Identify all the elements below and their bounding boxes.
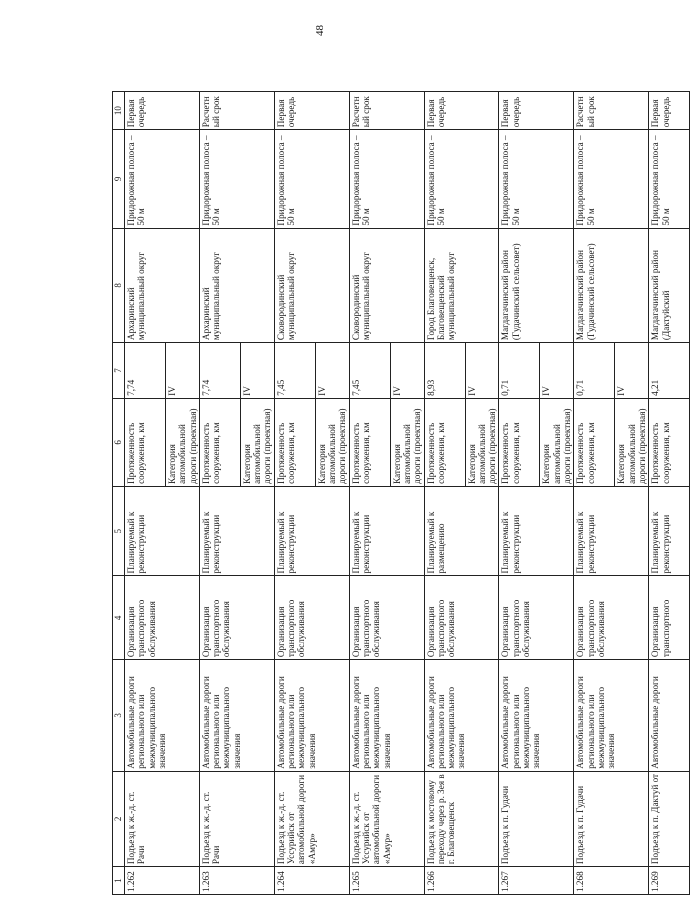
object-purpose-cell: [424, 576, 499, 660]
object-status-cell: [649, 486, 690, 576]
implementation-term-cell: [199, 92, 274, 130]
object-purpose-text: Организация транспортного обслуживания: [425, 599, 457, 658]
characteristics-cell: [649, 398, 690, 486]
location-text: Сковородинский муниципальный округ: [275, 251, 297, 341]
characteristic-length-label: Протяженность сооружения, км: [575, 422, 596, 484]
column-number: 9: [113, 130, 125, 228]
object-type-cell: [125, 660, 200, 772]
object-name-text: Подъезд к п. Гудачи: [500, 785, 511, 865]
table-row: [125, 92, 200, 895]
protection-zone-cell: [274, 130, 349, 228]
category-value: IV: [165, 343, 178, 398]
location-text: Магдагачинский район (Гудачинский сельсовет): [575, 243, 596, 341]
object-type-cell: [574, 660, 649, 772]
location-cell: [424, 228, 499, 343]
object-name-cell: [199, 771, 274, 866]
protection-zone-text: Придорожная полоса – 50 м: [425, 135, 446, 226]
characteristics-stack: [574, 399, 648, 486]
implementation-term-cell: [424, 92, 499, 130]
object-name-text: Подъезд к ж.-д. ст. Уссурийск от автомобильной дороги «Амур»: [350, 774, 392, 865]
characteristic-length-label: Протяженность сооружения, км: [350, 422, 371, 484]
location-cell: [649, 228, 690, 343]
object-purpose-text: Организация транспортного обслуживания: [126, 599, 157, 658]
characteristic-length-label: Протяженность сооружения, км: [650, 422, 671, 484]
object-status-text: Планируемый к реконструкции: [126, 511, 147, 574]
values-stack: [350, 343, 422, 398]
values-stack: [425, 343, 497, 398]
implementation-term-cell: [125, 92, 200, 130]
characteristic-category-label: Категория автомобильной дороги (проектная): [465, 399, 499, 486]
characteristics-stack: [499, 399, 573, 486]
row-number-text: 1.264: [275, 871, 286, 892]
road-objects-table: [112, 91, 690, 895]
table-row: [199, 92, 274, 895]
object-purpose-text: Организация транспортного обслуживания: [200, 599, 232, 658]
implementation-term-text: Первая очередь: [500, 96, 521, 128]
location-cell: [125, 228, 200, 343]
location-cell: [349, 228, 424, 343]
characteristic-length-label: Протяженность сооружения, км: [126, 422, 147, 484]
row-number-text: 1.262: [126, 871, 136, 892]
implementation-term-cell: [274, 92, 349, 130]
table-row: [349, 92, 424, 895]
row-number-cell: [499, 867, 574, 895]
length-value: 7,45: [350, 379, 361, 396]
characteristic-length-label: Протяженность сооружения, км: [200, 422, 222, 484]
length-value: 7,45: [275, 379, 286, 396]
table-row: [574, 92, 649, 895]
length-value: 7,74: [200, 379, 211, 396]
object-type-cell: [199, 660, 274, 772]
row-number-cell: [574, 867, 649, 895]
object-purpose-cell: [199, 576, 274, 660]
row-number-cell: [649, 867, 690, 895]
protection-zone-text: Придорожная полоса – 50 м: [126, 135, 147, 226]
protection-zone-text: Придорожная полоса – 50 м: [500, 135, 521, 226]
implementation-term-text: Расчетный срок: [200, 96, 222, 128]
protection-zone-cell: [349, 130, 424, 228]
implementation-term-cell: [649, 92, 690, 130]
column-number: 6: [113, 398, 125, 486]
values-stack: [200, 343, 272, 398]
implementation-term-cell: [349, 92, 424, 130]
object-name-text: Подъезд к п. Дактуй от: [650, 773, 661, 865]
protection-zone-text: Придорожная полоса – 50 м: [200, 135, 222, 226]
object-purpose-cell: [574, 576, 649, 660]
row-number-text: 1.267: [500, 871, 511, 892]
object-name-cell: [424, 771, 499, 866]
characteristic-values-cell: [574, 343, 649, 399]
values-stack: [499, 343, 571, 398]
object-status-text: Планируемый к реконструкции: [350, 511, 371, 574]
protection-zone-text: Придорожная полоса – 50 м: [275, 135, 297, 226]
characteristics-cell: [199, 398, 274, 486]
protection-zone-text: Придорожная полоса – 50 м: [575, 135, 596, 226]
length-value: 4,21: [650, 379, 661, 396]
characteristics-cell: [349, 398, 424, 486]
characteristic-values-cell: [125, 343, 200, 399]
row-number-cell: [125, 867, 200, 895]
column-number: 4: [113, 576, 125, 660]
location-text: Архаринский муниципальный округ: [126, 251, 147, 341]
row-number-text: 1.265: [350, 871, 361, 892]
characteristic-category-label: Категория автомобильной дороги (проектная): [315, 399, 349, 486]
characteristics-cell: [125, 398, 200, 486]
object-type-text: Автомобильные дороги регионального или межмуниципального значения: [126, 676, 167, 769]
object-status-cell: [574, 486, 649, 576]
characteristic-values-cell: [499, 343, 574, 399]
characteristic-category-label: Категория автомобильной дороги (проектная): [240, 399, 274, 486]
row-number-cell: [424, 867, 499, 895]
characteristic-category-label: Категория автомобильной дороги (проектная): [539, 399, 573, 486]
object-purpose-cell: [649, 576, 690, 660]
characteristic-category-label: Категория автомобильной дороги (проектная): [390, 399, 424, 486]
object-name-cell: [349, 771, 424, 866]
length-value: 7,74: [126, 379, 136, 396]
object-status-cell: [499, 486, 574, 576]
object-name-cell: [649, 771, 690, 866]
protection-zone-cell: [574, 130, 649, 228]
protection-zone-cell: [424, 130, 499, 228]
object-type-text: Автомобильные дороги регионального или межмуниципального значения: [350, 676, 392, 769]
row-number-text: 1.266: [425, 871, 436, 892]
object-type-text: Автомобильные дороги регионального или межмуниципального значения: [425, 676, 467, 769]
characteristic-values-cell: [424, 343, 499, 399]
implementation-term-text: Расчетный срок: [350, 96, 371, 128]
table-row: [499, 92, 574, 895]
column-number: 10: [113, 92, 125, 130]
object-name-text: Подъезд к ж.-д. ст. Рачи: [200, 791, 222, 865]
object-purpose-text: Организация транспортного обслуживания: [350, 599, 382, 658]
object-status-text: Планируемый к реконструкции: [200, 511, 222, 574]
object-purpose-text: Организация транспортного: [650, 599, 671, 658]
table-row: [424, 92, 499, 895]
characteristics-stack: [275, 399, 349, 486]
characteristic-category-label: Категория автомобильной дороги (проектная): [165, 399, 199, 486]
object-purpose-text: Организация транспортного обслуживания: [275, 599, 307, 658]
implementation-term-text: Расчетный срок: [575, 96, 596, 128]
object-status-text: Планируемый к реконструкции: [650, 511, 671, 574]
implementation-term-cell: [499, 92, 574, 130]
object-type-text: Автомобильные дороги: [650, 676, 661, 769]
length-value: 8,93: [425, 379, 436, 396]
object-type-text: Автомобильные дороги регионального или межмуниципального значения: [575, 676, 617, 769]
location-cell: [199, 228, 274, 343]
page-number: [314, 18, 326, 42]
object-purpose-cell: [499, 576, 574, 660]
location-text: Магдагачинский район (Дактуйский: [650, 250, 671, 341]
object-purpose-text: Организация транспортного обслуживания: [500, 599, 532, 658]
location-text: Архаринский муниципальный округ: [200, 251, 222, 341]
category-value: IV: [614, 343, 627, 398]
category-value: IV: [390, 343, 403, 398]
characteristics-stack: [350, 399, 424, 486]
characteristic-values-cell: [349, 343, 424, 399]
implementation-term-text: Первая очередь: [650, 96, 671, 128]
page-number-text: 48: [313, 24, 326, 36]
object-status-cell: [274, 486, 349, 576]
row-number-cell: [349, 867, 424, 895]
column-number: 1: [113, 867, 125, 895]
implementation-term-text: Первая очередь: [425, 96, 446, 128]
row-number-cell: [199, 867, 274, 895]
column-number: 3: [113, 660, 125, 772]
characteristics-stack: [125, 399, 199, 486]
object-status-cell: [349, 486, 424, 576]
location-text: Сковородинский муниципальный округ: [350, 251, 371, 341]
category-value: IV: [315, 343, 328, 398]
column-number: 2: [113, 771, 125, 866]
characteristic-category-label: Категория автомобильной дороги (проектная): [614, 399, 648, 486]
column-number-row: [113, 92, 125, 895]
protection-zone-cell: [199, 130, 274, 228]
object-name-text: Подъезд к ж.-д. ст. Рачи: [126, 791, 147, 865]
object-status-cell: [125, 486, 200, 576]
column-number: 7: [113, 343, 125, 399]
location-text: Город Благовещенск, Благовещенский муниципальный округ: [425, 251, 457, 341]
table-row: [649, 92, 690, 895]
column-number: 5: [113, 486, 125, 576]
object-purpose-cell: [125, 576, 200, 660]
object-name-text: Подъезд к п. Гудачи: [575, 785, 586, 865]
object-type-cell: [274, 660, 349, 772]
location-cell: [574, 228, 649, 343]
category-value: IV: [465, 343, 478, 398]
implementation-term-text: Первая очередь: [126, 96, 147, 128]
characteristic-values-cell: [649, 343, 690, 399]
category-value: IV: [240, 343, 253, 398]
category-value: IV: [539, 343, 552, 398]
object-purpose-text: Организация транспортного обслуживания: [575, 599, 606, 658]
table-row: [274, 92, 349, 895]
characteristics-stack: [425, 399, 499, 486]
location-cell: [274, 228, 349, 343]
object-status-cell: [424, 486, 499, 576]
object-purpose-cell: [349, 576, 424, 660]
protection-zone-cell: [125, 130, 200, 228]
characteristic-length-label: Протяженность сооружения, км: [425, 422, 446, 484]
rotated-page-content: [112, 91, 671, 895]
row-number-cell: [274, 867, 349, 895]
values-stack: [125, 343, 197, 398]
object-status-text: Планируемый к реконструкции: [500, 511, 521, 574]
object-type-text: Автомобильные дороги регионального или межмуниципального значения: [200, 676, 242, 769]
location-text: Магдагачинский район (Гудачинский сельсовет): [500, 243, 521, 341]
characteristics-cell: [424, 398, 499, 486]
column-number: 8: [113, 228, 125, 343]
row-number-text: 1.268: [575, 871, 586, 892]
characteristics-cell: [499, 398, 574, 486]
location-cell: [499, 228, 574, 343]
object-name-cell: [125, 771, 200, 866]
object-name-text: Подъезд к ж.-д. ст. Уссурийск от автомобильной дороги «Амур»: [275, 774, 317, 865]
characteristic-values-cell: [274, 343, 349, 399]
implementation-term-text: Первая очередь: [275, 96, 297, 128]
object-type-text: Автомобильные дороги регионального или межмуниципального значения: [275, 676, 317, 769]
object-status-text: Планируемый к размещению: [425, 511, 446, 574]
characteristics-cell: [274, 398, 349, 486]
row-number-text: 1.269: [650, 871, 661, 892]
object-name-cell: [499, 771, 574, 866]
object-status-text: Планируемый к реконструкции: [575, 511, 596, 574]
characteristics-stack: [200, 399, 274, 486]
object-type-text: Автомобильные дороги регионального или межмуниципального значения: [500, 676, 542, 769]
object-type-cell: [649, 660, 690, 772]
length-value: 0,71: [575, 379, 586, 396]
object-name-cell: [574, 771, 649, 866]
characteristics-cell: [574, 398, 649, 486]
values-stack: [275, 343, 347, 398]
object-type-cell: [424, 660, 499, 772]
protection-zone-text: Придорожная полоса – 50 м: [350, 135, 371, 226]
values-stack: [649, 343, 689, 398]
values-stack: [574, 343, 646, 398]
object-type-cell: [349, 660, 424, 772]
protection-zone-cell: [499, 130, 574, 228]
object-purpose-cell: [274, 576, 349, 660]
object-name-text: Подъезд к мостовому переходу через р. Зея в г. Благовещенск: [425, 774, 457, 865]
object-status-cell: [199, 486, 274, 576]
characteristic-length-label: Протяженность сооружения, км: [275, 422, 297, 484]
object-type-cell: [499, 660, 574, 772]
object-name-cell: [274, 771, 349, 866]
object-status-text: Планируемый к реконструкции: [275, 511, 297, 574]
characteristics-stack: [649, 399, 689, 486]
protection-zone-text: Придорожная полоса – 50 м: [650, 135, 671, 226]
characteristic-values-cell: [199, 343, 274, 399]
characteristic-length-label: Протяженность сооружения, км: [500, 422, 521, 484]
row-number-text: 1.263: [200, 871, 211, 892]
protection-zone-cell: [649, 130, 690, 228]
implementation-term-cell: [574, 92, 649, 130]
length-value: 0,71: [500, 379, 511, 396]
